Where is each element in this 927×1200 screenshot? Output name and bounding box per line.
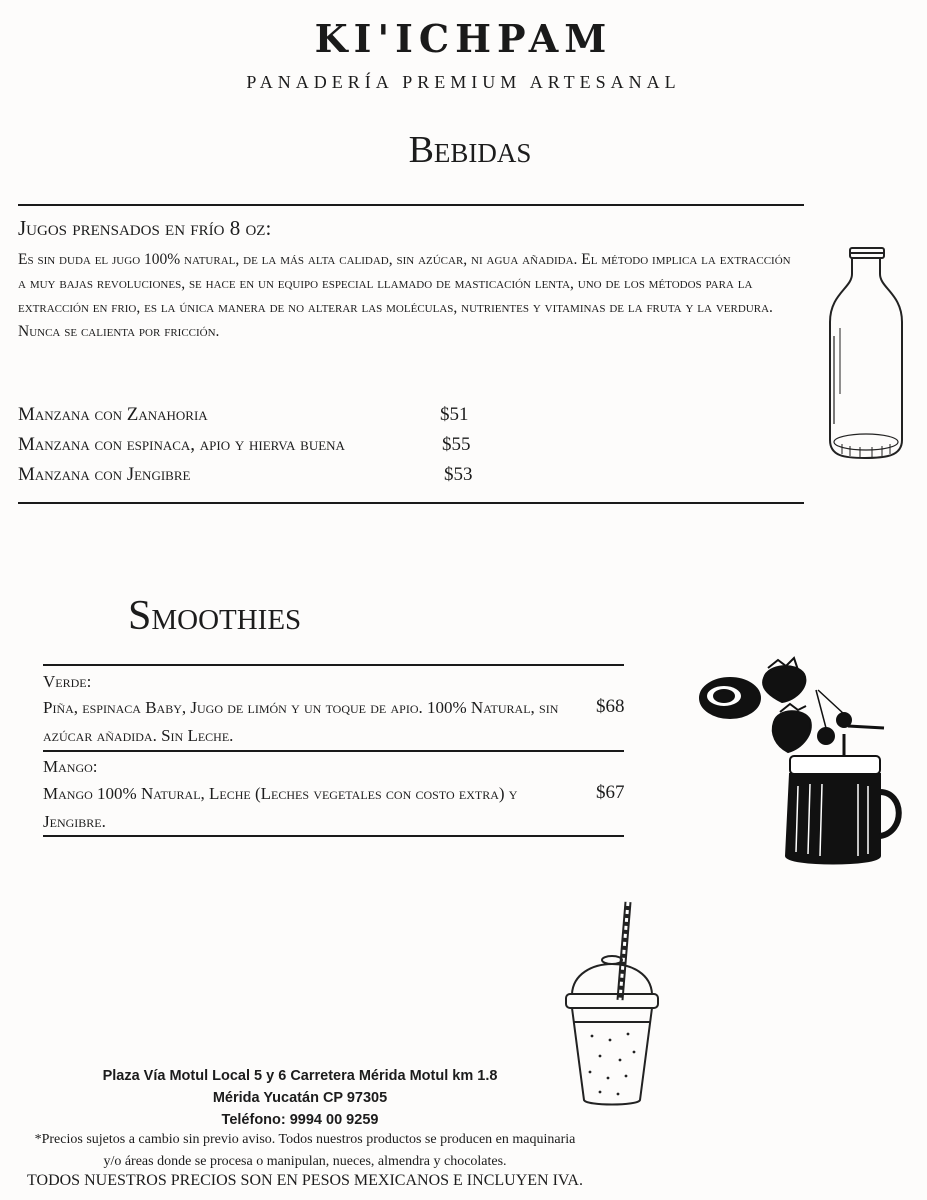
menu-row [18,464,478,492]
smoothie-price: $68 [596,696,625,717]
disclaimer-line-1: *Precios sujetos a cambio sin previo aviso. Todos nuestros productos se producen en maquinaria [34,1132,576,1147]
brand-name: KI'ICHPAM [314,16,613,61]
smoothie-price: $67 [596,782,625,803]
item-name: Manzana con Jengibre [18,464,191,485]
juices-heading: Jugos prensados en frío 8 oz: [18,216,272,240]
item-name: Manzana con Zanahoria [18,404,208,425]
divider-bottom-bebidas [18,502,804,504]
juices-description: Es sin duda el jugo 100% natural, de la más alta calidad, sin azúcar, ni agua añadida. El método implica la extracción a muy bajas revoluciones, se hace en un equipo especial llamado de masticación lenta, uno de los métodos para la extracción en frio, es la única manera de no alterar las moléculas, nutrientes y vitaminas de la fruta y la verdura. Nunca se calienta por fricción. [18,251,791,340]
section-title-smoothies: Smoothies [128,593,302,639]
item-price: $51 [440,404,469,425]
address-line-2: Mérida Yucatán CP 97305 [212,1090,388,1106]
brand-tagline: PANADERÍA PREMIUM ARTESANAL [246,72,681,92]
item-name: Manzana con espinaca, apio y hierva buena [18,434,345,455]
item-price: $53 [444,464,473,485]
smoothie-description: Piña, espinaca Baby, Jugo de limón y un toque de apio. 100% Natural, sin azúcar añadida. Sin Leche. [43,698,559,745]
phone-number: Teléfono: 9994 00 9259 [221,1112,379,1128]
menu-row [18,434,478,462]
iva-note: TODOS NUESTROS PRECIOS SON EN PESOS MEXICANOS E INCLUYEN IVA. [27,1172,583,1189]
address-line-1: Plaza Vía Motul Local 5 y 6 Carretera Mérida Motul km 1.8 [102,1068,498,1084]
glass-bottle-icon [820,244,910,466]
fruit-mason-jar-icon [698,656,906,868]
section-title-bebidas: Bebidas [408,129,532,171]
divider-top-bebidas [18,204,804,206]
item-price: $55 [442,434,471,455]
smoothie-label: Verde: [43,672,92,691]
disclaimer-line-2: y/o áreas donde se procesa o manipulan, nueces, almendra y chocolates. [103,1154,507,1169]
divider-smoothies-middle [43,750,624,752]
divider-top-smoothies [43,664,624,666]
divider-bottom-smoothies [43,835,624,837]
smoothie-label: Mango: [43,757,98,776]
menu-row [18,404,478,432]
smoothie-description: Mango 100% Natural, Leche (Leches vegetales con costo extra) y Jengibre. [43,784,518,831]
